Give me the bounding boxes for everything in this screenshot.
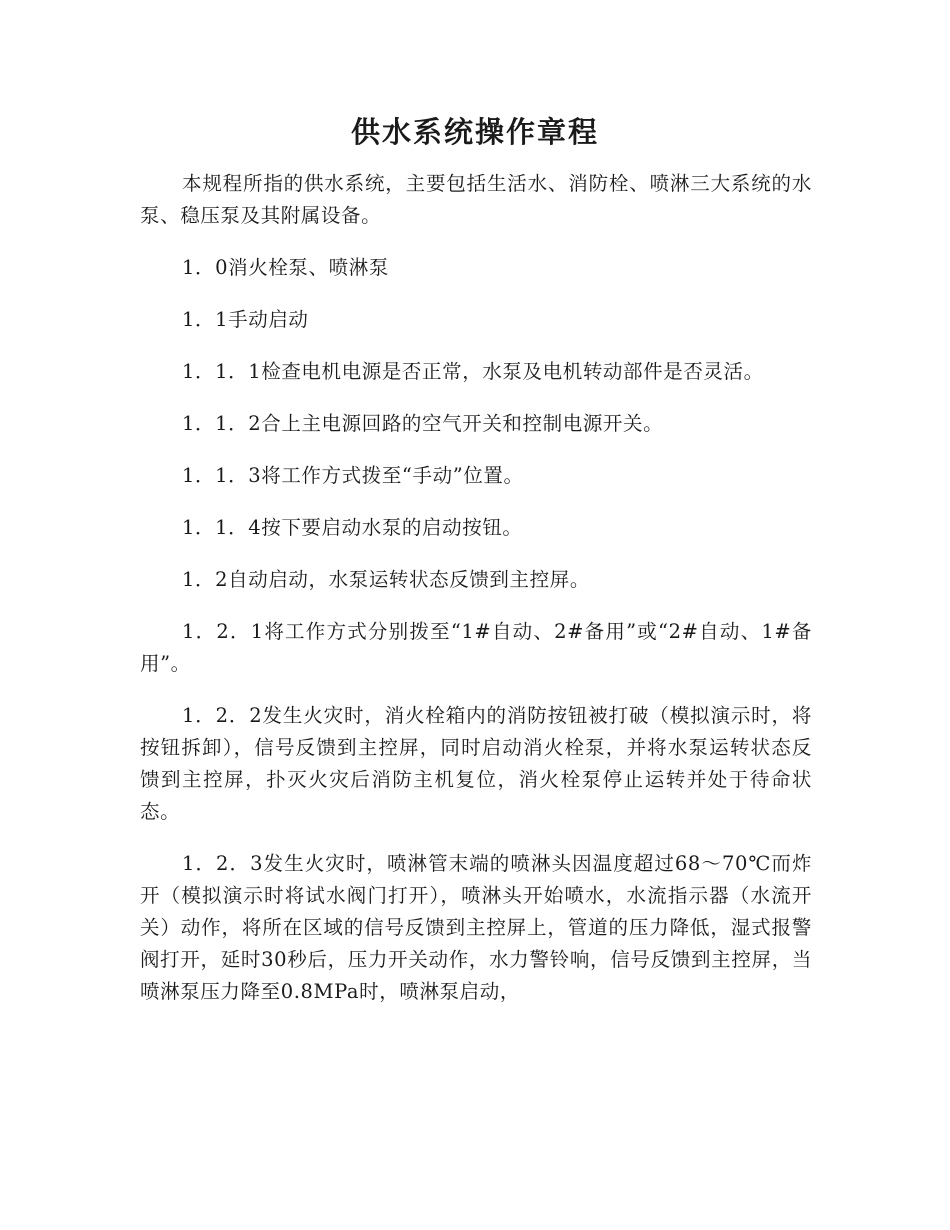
paragraph-1-1-2: 1．1．2合上主电源回路的空气开关和控制电源开关。: [182, 412, 664, 435]
section-heading-1-1: 1．1手动启动: [182, 308, 309, 331]
paragraph-1-2-1: 1．2．1将工作方式分别拨至“1#自动、2#备用”或“2#自动、1#备用”。: [140, 620, 812, 675]
paragraph-intro: 本规程所指的供水系统，主要包括生活水、消防栓、喷淋三大系统的水泵、稳压泵及其附属设备。: [140, 172, 812, 227]
section-heading-1-2: 1．2自动启动，水泵运转状态反馈到主控屏。: [182, 568, 590, 591]
paragraph-1-1-3: 1．1．3将工作方式拨至“手动”位置。: [182, 464, 524, 487]
document-body: [140, 168, 812, 1028]
paragraph-1-2-2: 1．2．2发生火灾时，消火栓箱内的消防按钮被打破（模拟演示时，将按钮拆卸），信号反馈到主控屏，同时启动消火栓泵，并将水泵运转状态反馈到主控屏，扑灭火灾后消防主机复位，消火栓泵停止运转并处于待命状态。: [140, 704, 812, 823]
paragraph-1-1-1: 1．1．1检查电机电源是否正常，水泵及电机转动部件是否灵活。: [182, 360, 764, 383]
paragraph-1-2-3: 1．2．3发生火灾时，喷淋管末端的喷淋头因温度超过68～70℃而炸开（模拟演示时将试水阀门打开），喷淋头开始喷水，水流指示器（水流开关）动作，将所在区域的信号反馈到主控屏上，管道的压力降低，湿式报警阀打开，延时30秒后，压力开关动作，水力警铃响，信号反馈到主控屏，当喷淋泵压力降至0.8MPa时，喷淋泵启动，: [140, 852, 812, 1003]
section-heading-1-0: 1．0消火栓泵、喷淋泵: [182, 256, 389, 279]
document-title: 供水系统操作章程: [350, 115, 599, 149]
paragraph-1-1-4: 1．1．4按下要启动水泵的启动按钮。: [182, 516, 523, 539]
